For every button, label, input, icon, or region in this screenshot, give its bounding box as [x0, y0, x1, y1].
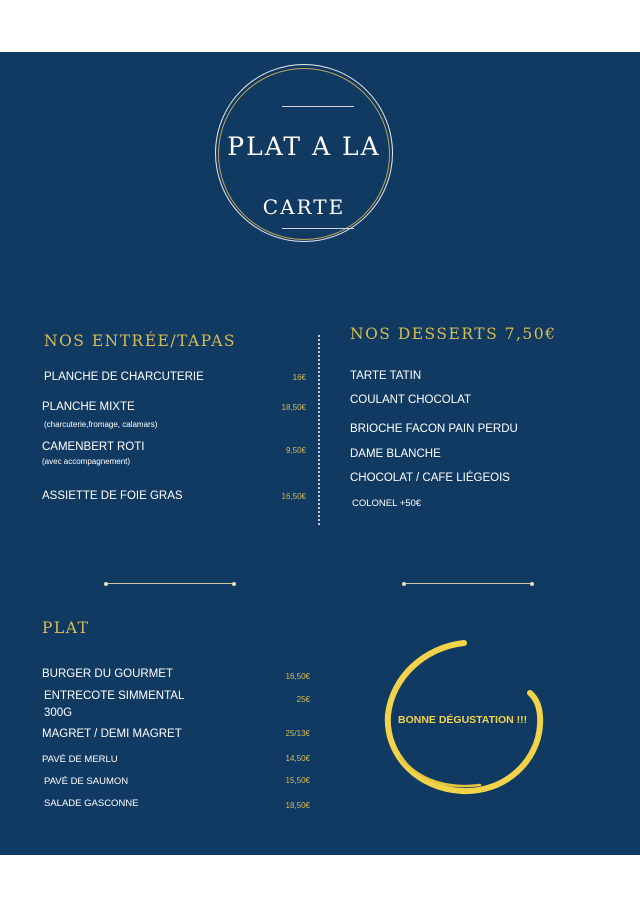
- plat-item-price: 25/13€: [285, 729, 310, 738]
- plat-item-price: 14,50€: [285, 754, 310, 763]
- title-top-line: [282, 106, 354, 107]
- menu-card: [0, 52, 640, 855]
- plat-item-price: 25€: [296, 695, 310, 704]
- dessert-item: BRIOCHE FACON PAIN PERDU: [350, 423, 518, 435]
- entree-item-name: PLANCHE DE CHARCUTERIE: [44, 371, 204, 383]
- closing-message: BONNE DÉGUSTATION !!!: [398, 714, 528, 726]
- plat-item-price: 18,50€: [285, 801, 310, 810]
- dessert-item: COLONEL +50€: [352, 498, 422, 509]
- dessert-item: COULANT CHOCOLAT: [350, 394, 471, 406]
- entree-item-name: PLANCHE MIXTE: [42, 401, 135, 413]
- dessert-item: CHOCOLAT / CAFE LIÉGEOIS: [350, 472, 510, 484]
- entree-item-name: CAMENBERT ROTI: [42, 441, 145, 453]
- entree-item-price: 9,50€: [285, 446, 306, 455]
- page-title-line1: PLAT A LA: [227, 132, 381, 161]
- plat-item-name: MAGRET / DEMI MAGRET: [42, 728, 182, 740]
- title-bottom-line: [282, 228, 354, 229]
- plat-item-name: PAVÉ DE SAUMON: [44, 776, 129, 787]
- page-title-line2: CARTE: [262, 195, 346, 219]
- entree-item-name: ASSIETTE DE FOIE GRAS: [42, 490, 183, 502]
- plat-item-name: SALADE GASCONNE: [44, 798, 139, 809]
- entree-item-price: 16€: [292, 373, 306, 382]
- entree-item-detail: (charcuterie,fromage, calamars): [44, 420, 158, 429]
- divider-left: [106, 583, 234, 584]
- entree-item-price: 18,50€: [281, 403, 306, 412]
- desserts-title: NOS DESSERTS 7,50€: [350, 325, 557, 343]
- divider-right: [404, 583, 532, 584]
- plat-item-price: 16,50€: [285, 672, 310, 681]
- dessert-item: DAME BLANCHE: [350, 448, 441, 460]
- entree-item-price: 16,50€: [281, 492, 306, 501]
- dessert-item: TARTE TATIN: [350, 370, 422, 382]
- entree-item-detail: (avec accompagnement): [42, 457, 131, 466]
- plat-item-name: PAVÉ DE MERLU: [42, 754, 118, 765]
- column-separator: [318, 335, 320, 525]
- plat-item-price: 15,50€: [285, 776, 310, 785]
- entrees-title: NOS ENTRÉE/TAPAS: [44, 332, 237, 350]
- plat-item-name: BURGER DU GOURMET: [42, 668, 173, 680]
- plat-item-name-cont: 300G: [44, 707, 73, 719]
- plat-item-name: ENTRECOTE SIMMENTAL: [44, 690, 185, 702]
- plats-title: PLAT: [42, 619, 90, 637]
